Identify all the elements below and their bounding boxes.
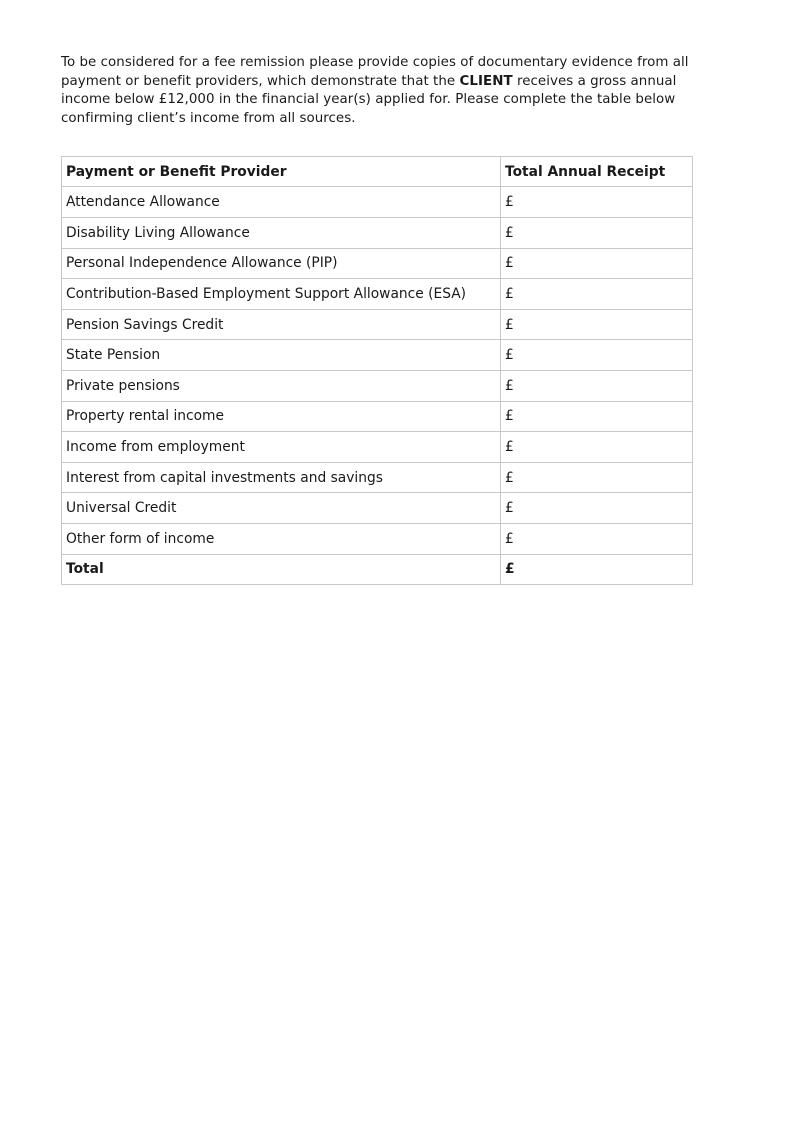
table-header-row [62,156,693,187]
document-page [61,54,691,585]
row-provider: Pension Savings Credit [62,309,501,340]
intro-paragraph [61,54,691,129]
table-row [62,279,693,310]
row-amount-field[interactable]: £ [501,187,693,218]
intro-text-part1: To be considered for a fee remission please provide copies of documentary evidence from all payment or benefit providers, which demonstrate that the [61,55,689,89]
table-row [62,462,693,493]
row-amount-field[interactable]: £ [501,523,693,554]
row-amount-field[interactable]: £ [501,248,693,279]
header-provider: Payment or Benefit Provider [62,156,501,187]
row-provider: Interest from capital investments and savings [62,462,501,493]
row-provider: Personal Independence Allowance (PIP) [62,248,501,279]
table-row [62,309,693,340]
row-provider: Income from employment [62,432,501,463]
table-row [62,218,693,249]
income-table [61,156,693,585]
table-row [62,401,693,432]
intro-text-part2: receives a gross annual income below £12,000 in the financial year(s) applied for. Please complete the table below confirming client’s income from all sources. [61,73,677,127]
row-amount-field[interactable]: £ [501,218,693,249]
row-amount-field[interactable]: £ [501,493,693,524]
table-row [62,523,693,554]
row-amount-field[interactable]: £ [501,401,693,432]
row-amount-field[interactable]: £ [501,279,693,310]
row-provider: Other form of income [62,523,501,554]
table-row [62,248,693,279]
table-row [62,187,693,218]
table-row [62,493,693,524]
header-receipt: Total Annual Receipt [501,156,693,187]
table-row [62,370,693,401]
intro-client-emphasis: CLIENT [459,73,513,89]
table-row [62,432,693,463]
row-amount-field[interactable]: £ [501,370,693,401]
row-amount-field[interactable]: £ [501,309,693,340]
row-provider: State Pension [62,340,501,371]
row-provider: Property rental income [62,401,501,432]
table-row [62,340,693,371]
row-provider: Private pensions [62,370,501,401]
total-amount-field[interactable]: £ [501,554,693,585]
row-amount-field[interactable]: £ [501,340,693,371]
total-label: Total [62,554,501,585]
row-amount-field[interactable]: £ [501,432,693,463]
total-row [62,554,693,585]
row-amount-field[interactable]: £ [501,462,693,493]
row-provider: Disability Living Allowance [62,218,501,249]
row-provider: Attendance Allowance [62,187,501,218]
row-provider: Contribution-Based Employment Support Allowance (ESA) [62,279,501,310]
row-provider: Universal Credit [62,493,501,524]
